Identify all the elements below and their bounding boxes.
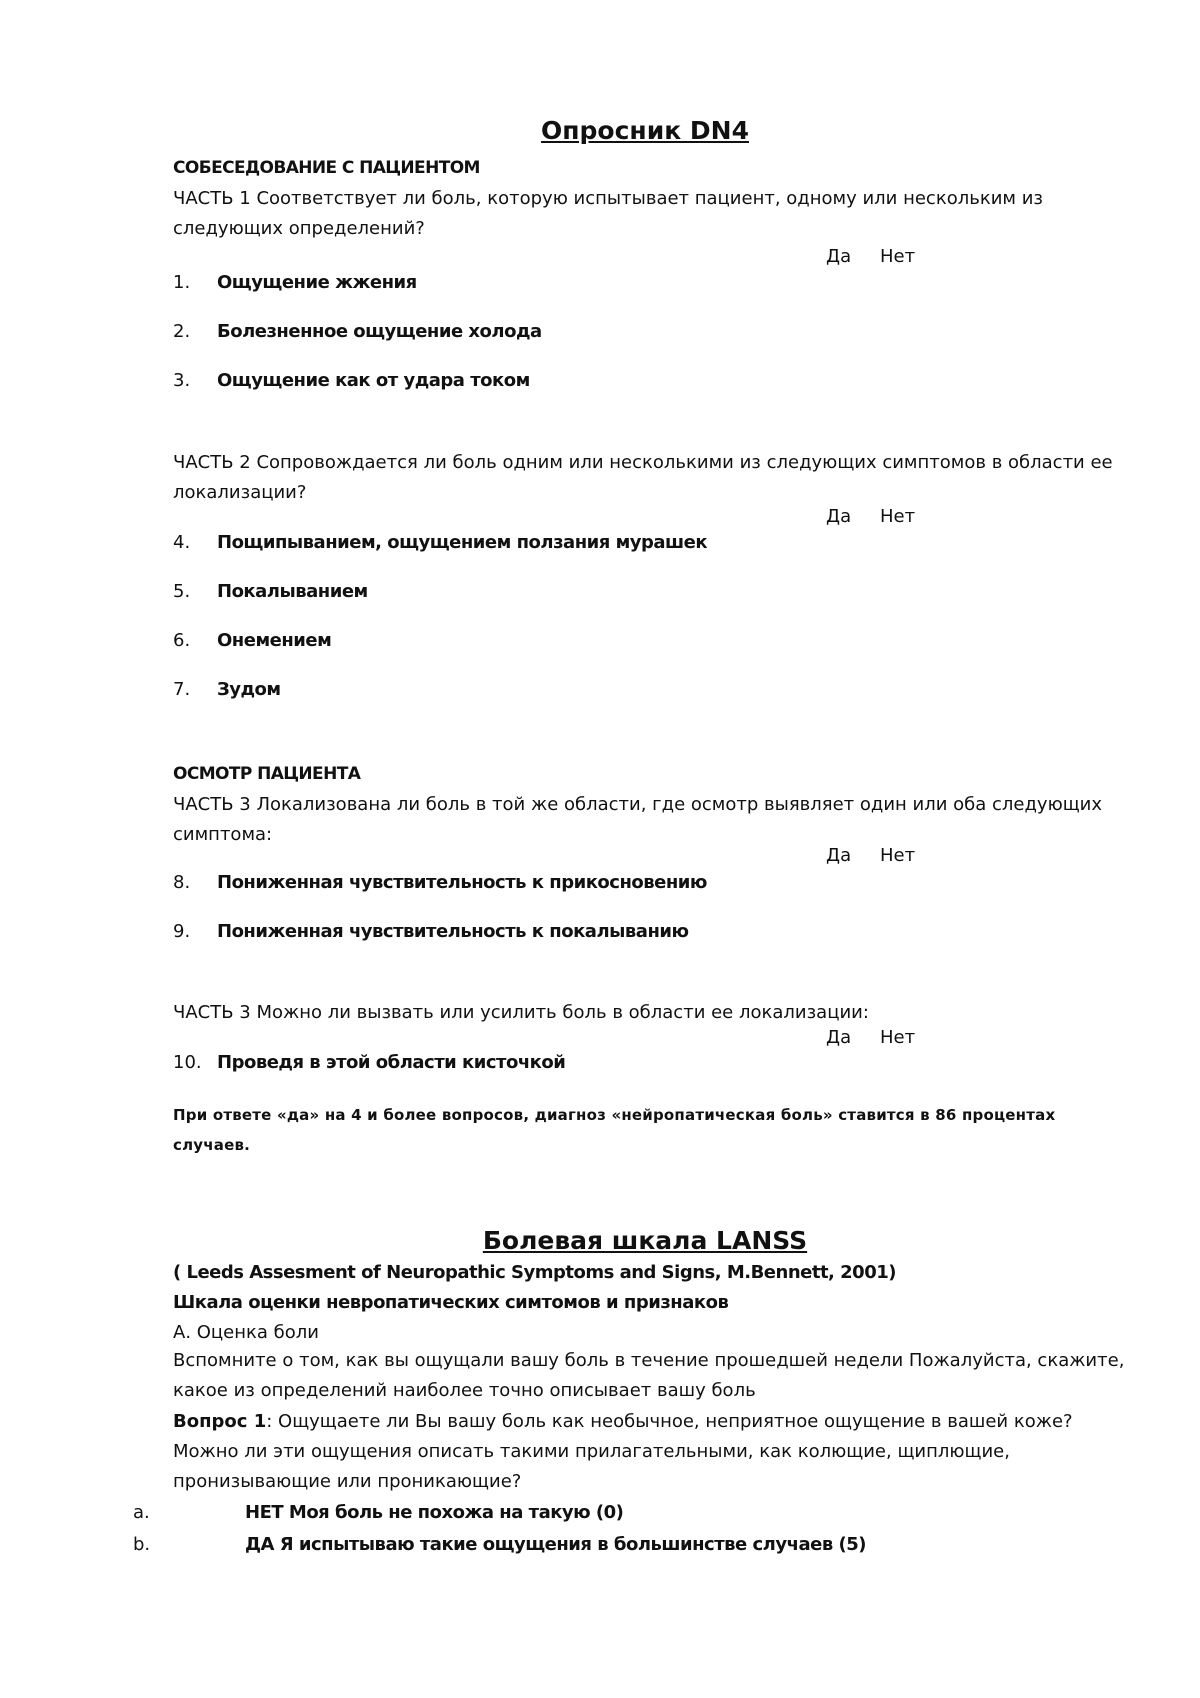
part4-question: ЧАСТЬ 3 Можно ли вызвать или усилить боль в области ее локализации: [173, 1002, 869, 1023]
part3-yes-no-header [826, 845, 915, 866]
item-text: Пониженная чувствительность к прикосновению [217, 872, 707, 893]
item-number: 6. [173, 630, 191, 651]
item-number: 3. [173, 370, 191, 391]
option-label: b. [133, 1534, 151, 1555]
section-a-heading: А. Оценка боли [173, 1322, 319, 1343]
item-number: 10. [173, 1052, 202, 1073]
no-label: Нет [880, 845, 916, 866]
option-label: a. [133, 1502, 150, 1523]
item-number: 5. [173, 581, 191, 602]
exam-heading: ОСМОТР ПАЦИЕНТА [173, 764, 361, 784]
item-text: Ощущение жжения [217, 272, 417, 293]
yes-label: Да [826, 246, 852, 267]
no-label: Нет [880, 1027, 916, 1048]
lanss-subtitle: ( Leeds Assesment of Neuropathic Symptoms and Signs, M.Bennett, 2001) [173, 1262, 896, 1283]
item-text: Пониженная чувствительность к покалыванию [217, 921, 689, 942]
yes-label: Да [826, 1027, 852, 1048]
item-number: 8. [173, 872, 191, 893]
lanss-title: Болевая шкала LANSS [482, 1226, 808, 1255]
item-text: Проведя в этой области кисточкой [217, 1052, 566, 1073]
part2-yes-no-header [826, 506, 915, 527]
yes-label: Да [826, 845, 852, 866]
part2-question: ЧАСТЬ 2 Сопровождается ли боль одним или несколькими из следующих симптомов в области ее локализации? [173, 452, 1113, 503]
question-1-label: Вопрос 1 [173, 1411, 267, 1432]
question-1-text: : Ощущаете ли Вы вашу боль как необычное, неприятное ощущение в вашей коже? Можно ли эти ощущения описать такими прилагательными, как колющие, щиплющие, пронизывающие или проникающие? [173, 1411, 1073, 1492]
lanss-subtitle-ru: Шкала оценки невропатических симтомов и признаков [173, 1292, 729, 1313]
no-label: Нет [880, 246, 916, 267]
item-text: Зудом [217, 679, 281, 700]
item-number: 9. [173, 921, 191, 942]
part3-question: ЧАСТЬ 3 Локализована ли боль в той же области, где осмотр выявляет один или оба следующих симптома: [173, 794, 1103, 845]
item-text: Онемением [217, 630, 332, 651]
part1-question: ЧАСТЬ 1 Соответствует ли боль, которую испытывает пациент, одному или нескольким из следующих определений? [173, 188, 1043, 239]
item-text: Покалыванием [217, 581, 368, 602]
item-text: Пощипыванием, ощущением ползания мурашек [217, 532, 708, 553]
item-number: 4. [173, 532, 191, 553]
item-text: Болезненное ощущение холода [217, 321, 542, 342]
dn4-conclusion: При ответе «да» на 4 и более вопросов, диагноз «нейропатическая боль» ставится в 86 процентах случаев. [173, 1106, 1056, 1154]
part4-yes-no-header [826, 1027, 915, 1048]
item-number: 2. [173, 321, 191, 342]
dn4-title: Опросник DN4 [541, 116, 749, 145]
yes-label: Да [826, 506, 852, 527]
no-label: Нет [880, 506, 916, 527]
question-1 [173, 1407, 1133, 1497]
option-text: ДА Я испытываю такие ощущения в большинстве случаев (5) [245, 1534, 866, 1555]
item-number: 7. [173, 679, 191, 700]
lanss-instruction: Вспомните о том, как вы ощущали вашу боль в течение прошедшей недели Пожалуйста, скажите, какое из определений наиболее точно описывает вашу боль [173, 1350, 1125, 1401]
item-text: Ощущение как от удара током [217, 370, 530, 391]
part1-yes-no-header [826, 246, 915, 267]
option-text: НЕТ Моя боль не похожа на такую (0) [245, 1502, 624, 1523]
interview-heading: СОБЕСЕДОВАНИЕ С ПАЦИЕНТОМ [173, 158, 480, 178]
item-number: 1. [173, 272, 191, 293]
